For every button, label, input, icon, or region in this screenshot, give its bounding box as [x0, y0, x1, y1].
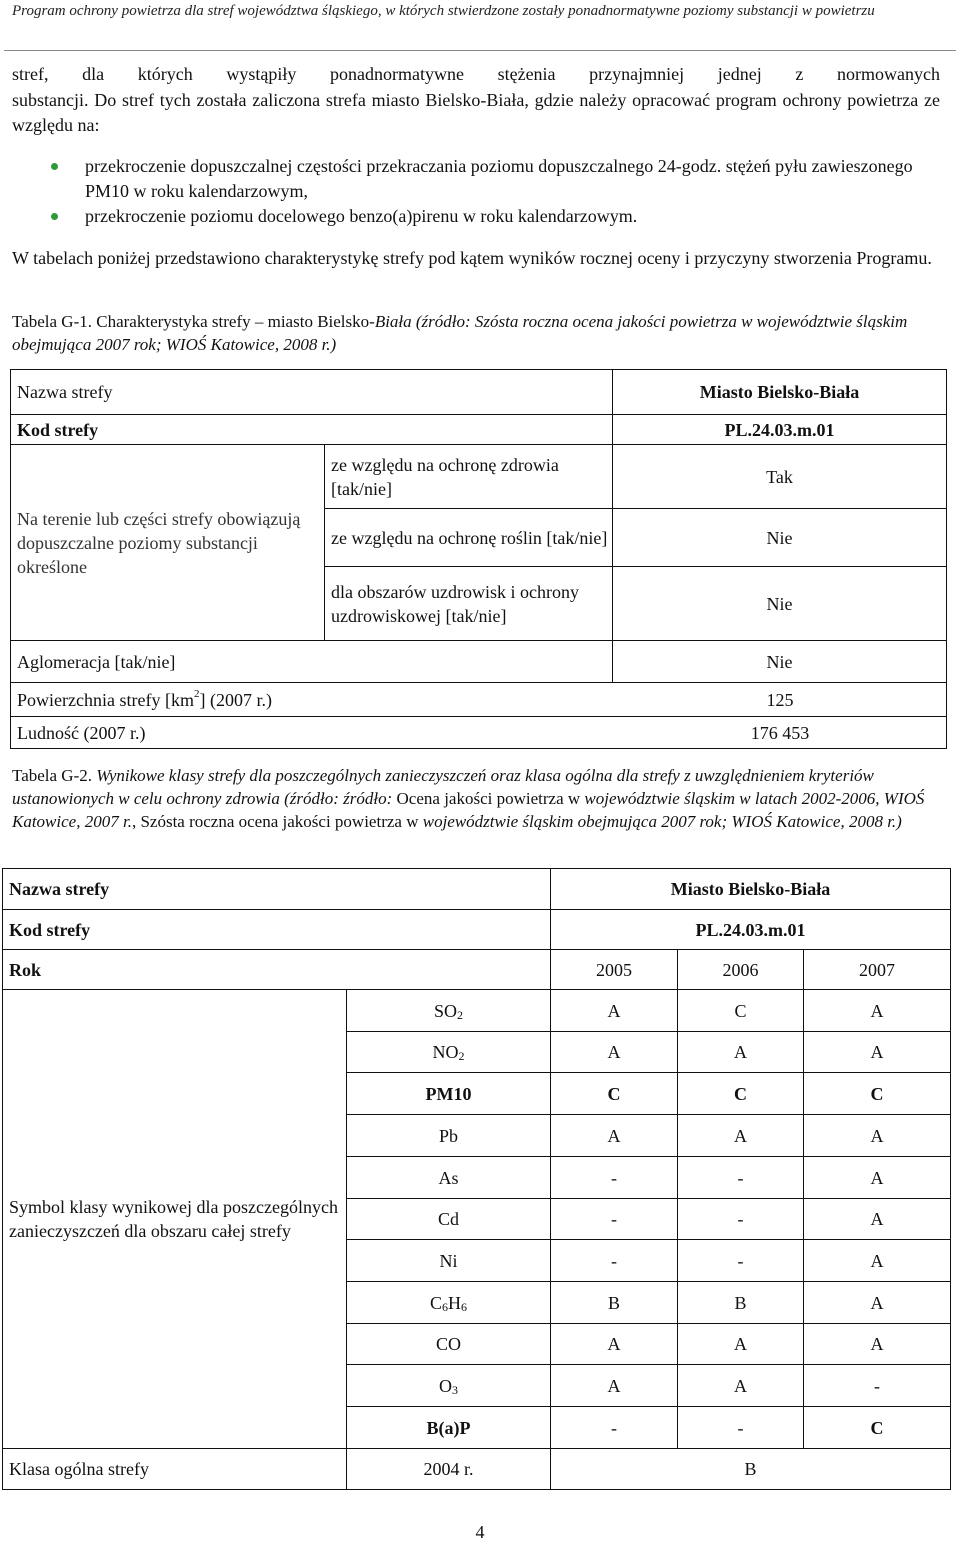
t2-code-value: PL.24.03.m.01	[551, 910, 951, 950]
t2-class-value: -	[678, 1199, 804, 1240]
t2-class-value: A	[804, 1282, 951, 1324]
t2-class-value: A	[804, 1324, 951, 1365]
t1-levels-label: Na terenie lub części strefy obowiązują dopuszczalne poziomy substancji określone	[11, 445, 325, 641]
t2-class-value: C	[804, 1073, 951, 1115]
t2-pollutant-name	[347, 1282, 551, 1324]
pollutant-symbol: H	[448, 1292, 461, 1313]
header-rule	[4, 50, 956, 51]
t2-class-value: -	[678, 1407, 804, 1449]
list-item	[12, 154, 940, 204]
t1-spa-label: dla obszarów uzdrowisk i ochrony uzdrowiskowej [tak/nie]	[325, 567, 613, 641]
intro-line-1: stref, dla których wystąpiły ponadnormatywne stężenia przynajmniej jednej z normowanych	[12, 64, 940, 84]
pollutant-symbol: Ni	[439, 1250, 458, 1271]
pollutant-subscript: 6	[442, 1299, 448, 1314]
t2-class-value: C	[678, 1073, 804, 1115]
t2-class-value: A	[678, 1324, 804, 1365]
t2-pollutant-name	[347, 1240, 551, 1282]
t1-agglo-value: Nie	[613, 641, 947, 683]
t2-pollutant-name	[347, 1115, 551, 1157]
t1-spa-value: Nie	[613, 567, 947, 641]
t2-class-value: A	[551, 1365, 678, 1407]
pollutant-symbol: C	[429, 1292, 442, 1313]
pollutant-symbol: NO	[432, 1042, 459, 1062]
t2-pollutant-name	[347, 1407, 551, 1449]
intro-paragraph: substancji. Do stref tych została zaliczona strefa miasto Bielsko-Biała, gdzie należy opracować program ochrony powietrza ze względu na:	[12, 90, 940, 135]
page-number: 4	[475, 1522, 485, 1542]
pollutant-subscript: 2	[458, 1049, 465, 1063]
table1-caption	[12, 310, 942, 356]
t1-health-value: Tak	[613, 445, 947, 509]
caption-source-italic-2: województwie śląskim obejmująca 2007 rok; WIOŚ Katowice, 2008 r.)	[422, 812, 902, 831]
list-item	[12, 204, 940, 229]
caption-source-title: Ocena jakości powietrza w	[396, 789, 581, 808]
t2-pollutant-name	[347, 1324, 551, 1365]
pollutant-symbol: B(a)P	[426, 1417, 471, 1438]
table-class-results	[2, 868, 951, 1490]
t2-pollutant-name	[347, 990, 551, 1032]
bullet-icon	[51, 213, 58, 220]
t2-class-value: -	[804, 1365, 951, 1407]
t2-pollutant-name	[347, 1073, 551, 1115]
t2-class-value: -	[551, 1407, 678, 1449]
t1-health-label: ze względu na ochronę zdrowia [tak/nie]	[325, 445, 613, 509]
pollutant-symbol: SO	[433, 1000, 457, 1021]
t2-class-value: A	[804, 990, 951, 1032]
t2-class-value: A	[804, 1240, 951, 1282]
t2-pollutant-name	[347, 1199, 551, 1240]
t2-class-value: A	[678, 1115, 804, 1157]
caption-text: Wynikowe klasy strefy dla poszczególnych zanieczyszczeń oraz klasa ogólna dla strefy z uwzględnieniem kryteriów ustanowionych w celu ochrony zdrowia (źródło: źródło:	[12, 766, 874, 808]
t2-overall-value: B	[551, 1449, 951, 1490]
t2-class-value: C	[551, 1073, 678, 1115]
t2-year-2006: 2006	[678, 950, 804, 990]
caption-source-plain: , Szósta roczna ocena jakości powietrza w	[131, 812, 419, 831]
pollutant-subscript: 6	[461, 1299, 467, 1314]
pollutant-subscript: 2	[457, 1007, 463, 1022]
t2-class-value: B	[551, 1282, 678, 1324]
t1-plants-value: Nie	[613, 509, 947, 567]
reason-list	[12, 154, 940, 229]
pollutant-subscript: 3	[452, 1382, 458, 1397]
t1-code-label: Kod strefy	[11, 415, 613, 445]
t1-plants-label: ze względu na ochronę roślin [tak/nie]	[325, 509, 613, 567]
t2-name-value: Miasto Bielsko-Biała	[551, 869, 951, 910]
t2-pollutant-name	[347, 1157, 551, 1199]
t2-code-label: Kod strefy	[3, 910, 551, 950]
t2-class-value: A	[804, 1199, 951, 1240]
t1-agglo-label: Aglomeracja [tak/nie]	[11, 641, 613, 683]
pollutant-symbol: O	[439, 1375, 452, 1396]
t2-class-value: A	[678, 1032, 804, 1073]
t2-class-value: B	[678, 1282, 804, 1324]
t2-class-value: C	[678, 990, 804, 1032]
t1-area-value: 125	[766, 689, 794, 710]
t2-year-2005: 2005	[551, 950, 678, 990]
t2-class-value: A	[678, 1365, 804, 1407]
running-header: Program ochrony powietrza dla stref województwa śląskiego, w których stwierdzone zostały ponadnormatywne poziomy substancji w powietrzu	[12, 3, 875, 19]
list-item-text: przekroczenie poziomu docelowego benzo(a)pirenu w roku kalendarzowym.	[85, 206, 638, 226]
caption-label: Tabela G-2.	[12, 766, 92, 785]
bullet-icon	[51, 163, 58, 170]
t2-name-label: Nazwa strefy	[3, 869, 551, 910]
t2-class-value: A	[551, 1324, 678, 1365]
t2-pollutant-name	[347, 1032, 551, 1073]
t1-pop-label: Ludność (2007 r.)	[11, 717, 947, 749]
t2-class-value: C	[804, 1407, 951, 1449]
t1-code-value: PL.24.03.m.01	[613, 415, 947, 445]
caption-source-italic: województwie śląskim w latach 2002-2006, WIOŚ Katowice, 2007 r.	[12, 789, 925, 831]
pollutant-symbol: As	[438, 1167, 459, 1188]
t1-area-label-sup: 2	[193, 687, 200, 700]
t1-name-label: Nazwa strefy	[11, 370, 613, 415]
t2-class-value: A	[804, 1032, 951, 1073]
list-item-text: przekroczenie dopuszczalnej częstości przekraczania poziomu dopuszczalnego 24-godz. stężeń pyłu zawieszonego PM10 w roku kalendarzowym,	[85, 156, 913, 201]
t2-class-value: -	[678, 1157, 804, 1199]
t2-class-value: A	[551, 1115, 678, 1157]
t1-pop-value: 176 453	[750, 722, 810, 743]
tables-intro: W tabelach poniżej przedstawiono charakterystykę strefy pod kątem wyników rocznej oceny i przyczyny stworzenia Programu.	[12, 248, 932, 268]
caption-text: Charakterystyka strefy – miasto Bielsko-	[96, 312, 375, 331]
caption-label: Tabela G-1.	[12, 312, 92, 331]
pollutant-symbol: Cd	[437, 1209, 459, 1229]
t2-class-value: A	[551, 1032, 678, 1073]
t2-class-value: -	[551, 1199, 678, 1240]
t2-overall-label: Klasa ogólna strefy	[3, 1449, 347, 1490]
t2-overall-year: 2004 r.	[347, 1449, 551, 1490]
t2-symbol-label: Symbol klasy wynikowej dla poszczególnych zanieczyszczeń dla obszaru całej strefy	[3, 990, 347, 1449]
t2-year-label: Rok	[3, 950, 551, 990]
t2-year-2007: 2007	[804, 950, 951, 990]
t2-class-value: A	[551, 990, 678, 1032]
table2-caption	[12, 764, 942, 833]
caption-source: Biała (źródło: Szósta roczna ocena jakości powietrza w województwie śląskim obejmująca 2007 rok; WIOŚ Katowice, 2008 r.)	[12, 312, 908, 354]
t2-pollutant-name	[347, 1365, 551, 1407]
t2-class-value: -	[551, 1157, 678, 1199]
t2-class-value: A	[804, 1157, 951, 1199]
t2-class-value: -	[551, 1240, 678, 1282]
t1-area-label-post: ] (2007 r.)	[199, 689, 272, 710]
pollutant-symbol: Pb	[438, 1125, 458, 1146]
pollutant-symbol: PM10	[425, 1083, 472, 1104]
t2-class-value: -	[678, 1240, 804, 1282]
t2-class-value: A	[804, 1115, 951, 1157]
table-zone-characteristics	[10, 369, 947, 749]
t1-area-label-text: Powierzchnia strefy [km	[17, 689, 194, 710]
pollutant-symbol: CO	[435, 1334, 461, 1354]
t1-name-value: Miasto Bielsko-Biała	[613, 370, 947, 415]
